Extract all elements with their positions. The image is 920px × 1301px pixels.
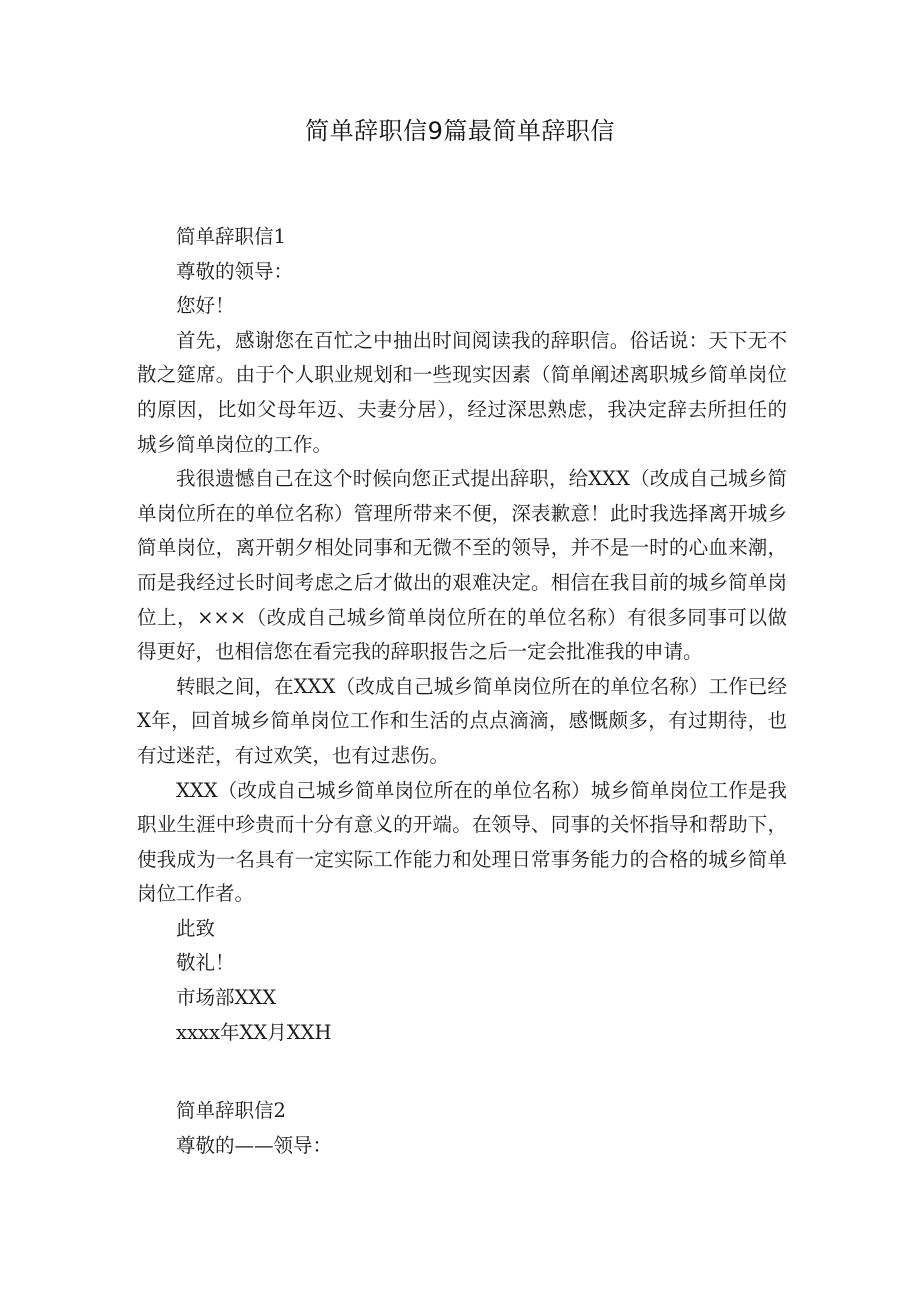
letter1-paragraph: 首先，感谢您在百忙之中抽出时间阅读我的辞职信。俗话说：天下无不散之筵席。由于个人职业规划和一些现实因素（简单阐述离职城乡简单岗位的原因，比如父母年迈、夫妻分居），经过深思熟虑，我决定辞去所担任的城乡简单岗位的工作。	[137, 328, 787, 456]
letter1-heading: 简单辞职信1	[176, 225, 286, 248]
document-title: 简单辞职信9篇最简单辞职信	[305, 117, 615, 145]
letter1-greeting: 您好！	[176, 294, 235, 318]
letter1-date: xxxx年XX月XXH	[176, 1020, 332, 1044]
letter2-heading: 简单辞职信2	[176, 1099, 286, 1123]
letter1-paragraph: XXX（改成自己城乡简单岗位所在的单位名称）城乡简单岗位工作是我职业生涯中珍贵而十分有意义的开端。在领导、同事的关怀指导和帮助下，使我成为一名具有一定实际工作能力和处理日常事务能力的合格的城乡简单岗位工作者。	[137, 778, 787, 906]
letter1-paragraph: 转眼之间，在XXX（改成自己城乡简单岗位所在的单位名称）工作已经X年，回首城乡简单岗位工作和生活的点点滴滴，感慨颇多，有过期待，也有过迷茫，有过欢笑，也有过悲伤。	[137, 674, 787, 767]
letter1-signature: 市场部XXX	[176, 986, 277, 1010]
letter2-salutation: 尊敬的——领导：	[176, 1133, 333, 1157]
letter1-regards: 敬礼！	[176, 951, 235, 975]
section-spacer	[137, 1050, 787, 1094]
letter1-salutation: 尊敬的领导：	[176, 259, 294, 283]
letter1-closing: 此致	[176, 916, 216, 940]
letter1-paragraph: 我很遗憾自己在这个时候向您正式提出辞职，给XXX（改成自己城乡简单岗位所在的单位名称）管理所带来不便，深表歉意！此时我选择离开城乡简单岗位，离开朝夕相处同事和无微不至的领导，并不是一时的心血来潮，而是我经过长时间考虑之后才做出的艰难决定。相信在我目前的城乡简单岗位上，×××（改成自己城乡简单岗位所在的单位名称）有很多同事可以做得更好，也相信您在看完我的辞职报告之后一定会批准我的申请。	[137, 467, 787, 664]
document-body	[137, 220, 787, 1163]
